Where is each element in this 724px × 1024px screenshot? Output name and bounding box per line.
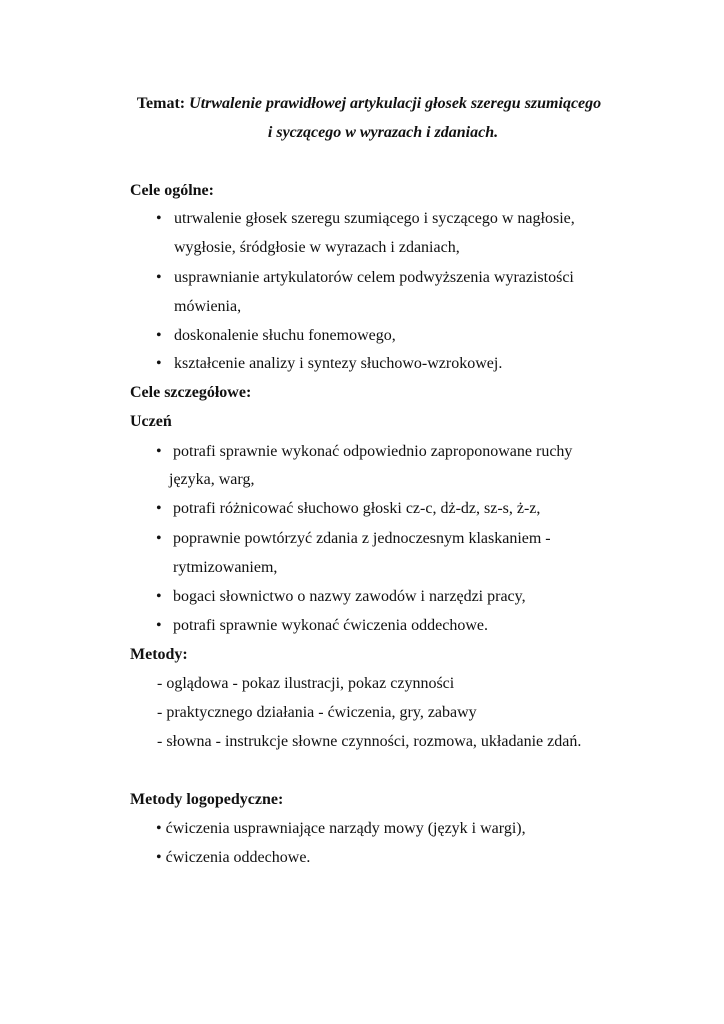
- title-topic-line-2: i syczącego w wyrazach i zdaniach.: [267, 124, 499, 141]
- goals-general-item-1-line-1: utrwalenie głosek szeregu szumiącego i syczącego w nagłosie,: [174, 210, 575, 227]
- bullet-icon: •: [156, 530, 162, 547]
- title-label: Temat:: [136, 95, 186, 112]
- goals-general-heading: Cele ogólne:: [130, 182, 214, 199]
- bullet-icon: •: [156, 269, 162, 286]
- goals-detailed-item-1-line-1: potrafi sprawnie wykonać odpowiednio zaproponowane ruchy: [173, 443, 573, 460]
- goals-detailed-heading: Cele szczegółowe:: [130, 384, 252, 401]
- methods-item-1: - oglądowa - pokaz ilustracji, pokaz czynności: [157, 675, 455, 692]
- goals-detailed-item-1-line-2: języka, warg,: [169, 471, 255, 488]
- bullet-icon: •: [156, 500, 162, 517]
- bullet-icon: •: [156, 210, 162, 227]
- bullet-icon: •: [156, 588, 162, 605]
- title-topic-line-1: Utrwalenie prawidłowej artykulacji głosek szeregu szumiącego: [189, 95, 602, 112]
- goals-detailed-item-3-line-1: poprawnie powtórzyć zdania z jednoczesnym klaskaniem -: [173, 530, 551, 547]
- bullet-icon: •: [156, 443, 162, 460]
- speech-methods-heading: Metody logopedyczne:: [130, 791, 284, 808]
- goals-detailed-item-2: potrafi różnicować słuchowo głoski cz-c, dż-dz, sz-s, ż-z,: [173, 500, 541, 517]
- goals-detailed-item-3-line-2: rytmizowaniem,: [173, 559, 278, 576]
- goals-detailed-item-4: bogaci słownictwo o nazwy zawodów i narzędzi pracy,: [173, 588, 526, 605]
- title-line-1: [0, 94, 724, 114]
- goals-general-item-2-line-2: mówienia,: [174, 298, 242, 315]
- goals-general-item-2-line-1: usprawnianie artykulatorów celem podwyższenia wyrazistości: [174, 269, 574, 286]
- goals-detailed-subheading: Uczeń: [130, 413, 172, 430]
- bullet-icon: •: [156, 355, 162, 372]
- goals-general-item-3: doskonalenie słuchu fonemowego,: [174, 327, 396, 344]
- methods-item-3: - słowna - instrukcje słowne czynności, rozmowa, układanie zdań.: [157, 733, 582, 750]
- bullet-icon: •: [156, 617, 162, 634]
- speech-methods-item-2: • ćwiczenia oddechowe.: [156, 849, 311, 866]
- title-line-2: [0, 123, 724, 143]
- goals-general-item-1-line-2: wygłosie, śródgłosie w wyrazach i zdaniach,: [174, 239, 460, 256]
- methods-item-2: - praktycznego działania - ćwiczenia, gry, zabawy: [157, 704, 477, 721]
- goals-general-item-4: kształcenie analizy i syntezy słuchowo-wzrokowej.: [174, 355, 503, 372]
- speech-methods-item-1: • ćwiczenia usprawniające narządy mowy (język i wargi),: [156, 820, 526, 837]
- bullet-icon: •: [156, 327, 162, 344]
- methods-heading: Metody:: [130, 646, 188, 663]
- goals-detailed-item-5: potrafi sprawnie wykonać ćwiczenia oddechowe.: [173, 617, 488, 634]
